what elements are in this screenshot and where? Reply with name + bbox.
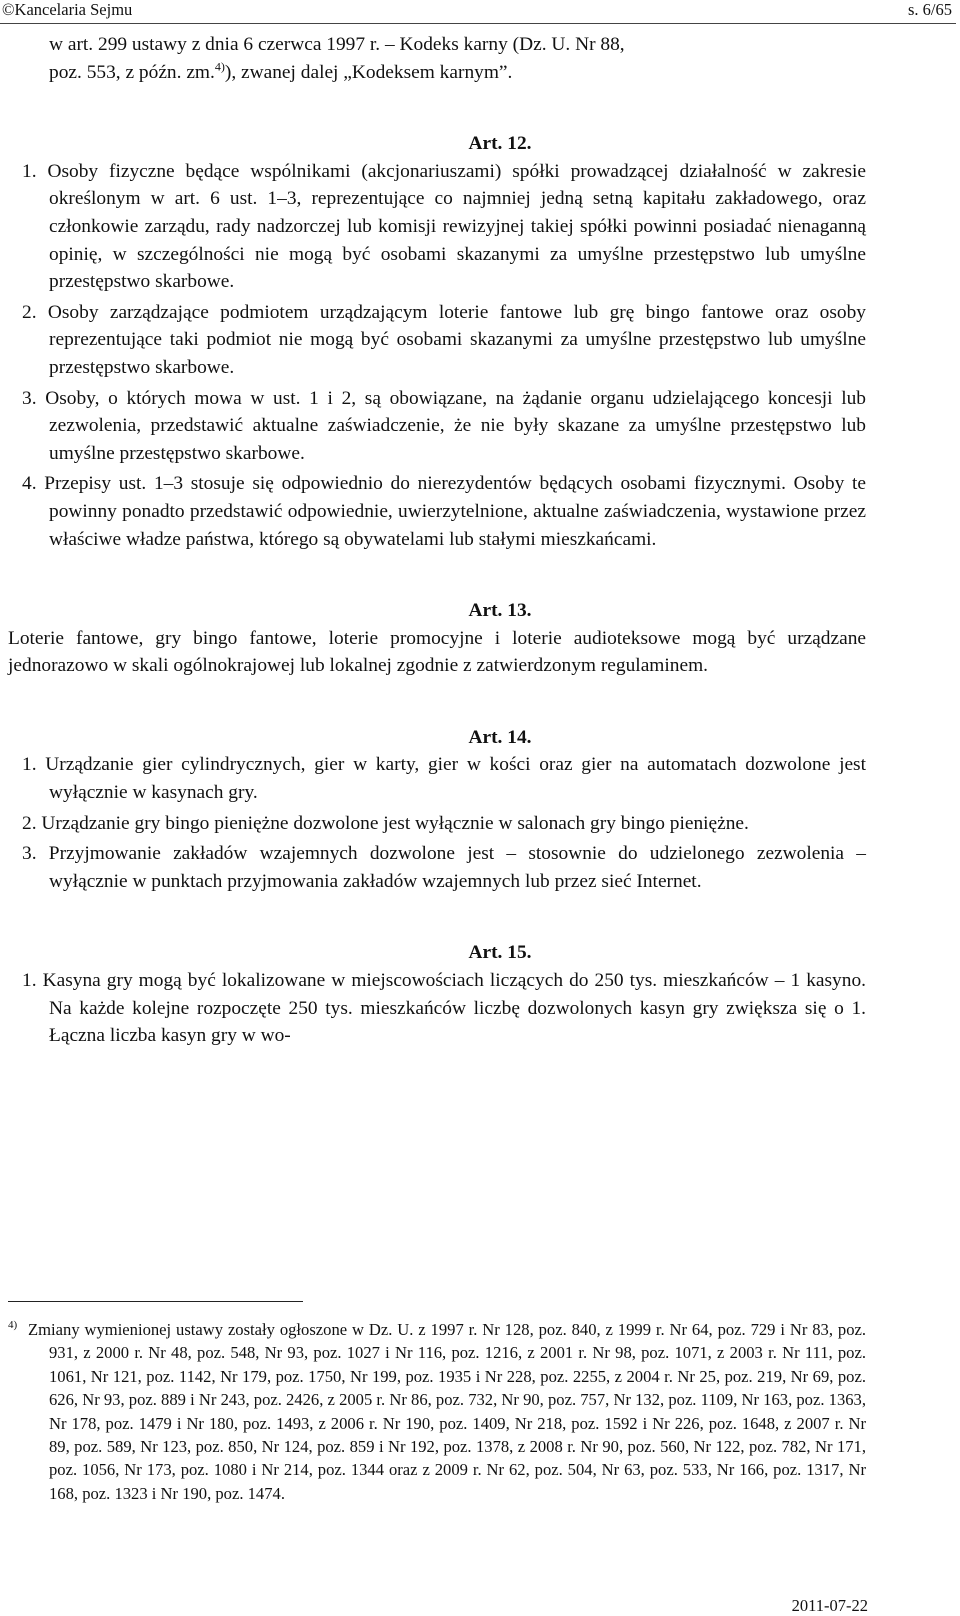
paragraph: 1. Urządzanie gier cylindrycznych, gier w karty, gier w kości oraz gier na automatach dozwolone jest wyłącznie w kasynach gry.	[22, 754, 866, 804]
footnote-text: Zmiany wymienionej ustawy zostały ogłoszone w Dz. U. z 1997 r. Nr 128, poz. 840, z 1999 r. Nr 64, poz. 729 i Nr 83, poz. 931, z 2000 r. Nr 48, poz. 548, Nr 93, poz. 1027 i Nr 116, poz. 1216, z 2001 r. Nr 98, poz. 1071, z 2003 r. Nr 111, poz. 1061, Nr 121, poz. 1142, Nr 179, poz. 1750, Nr 199, poz. 1935 i Nr 228, poz. 2255, z 2004 r. Nr 25, poz. 219, Nr 69, poz. 626, Nr 93, poz. 889 i Nr 243, poz. 2426, z 2005 r. Nr 86, poz. 732, Nr 90, poz. 757, Nr 132, poz. 1109, Nr 163, poz. 1363, Nr 178, poz. 1479 i Nr 180, poz. 1493, z 2006 r. Nr 190, poz. 1409, Nr 218, poz. 1592 i Nr 226, poz. 1648, z 2007 r. Nr 89, poz. 589, Nr 123, poz. 850, Nr 124, poz. 859 i Nr 192, poz. 1378, z 2008 r. Nr 90, poz. 560, Nr 122, poz. 782, Nr 171, poz. 1056, Nr 173, poz. 1080 i Nr 214, poz. 1344 oraz z 2009 r. Nr 62, poz. 504, Nr 63, poz. 533, Nr 166, poz. 1317, Nr 168, poz. 1323 i Nr 190, poz. 1474.	[28, 1320, 866, 1503]
paragraph: 3. Przyjmowanie zakładów wzajemnych dozwolone jest – stosownie do udzielonego zezwolenia – wyłącznie w punktach przyjmowania zakładów wzajemnych lub przez sieć Internet.	[22, 843, 866, 892]
paragraph: 1. Kasyna gry mogą być lokalizowane w miejscowościach liczących do 250 tys. mieszkańców – 1 kasyno. Na każde kolejne rozpoczęte 250 tys. mieszkańców liczbę dozwolonych kasyn gry zwiększa się o 1. Łączna liczba kasyn gry w wo-	[22, 970, 866, 1047]
page-header	[0, 0, 960, 22]
article-heading: Art. 12.	[468, 133, 532, 155]
page-number: s. 6/65	[907, 0, 952, 19]
footer-date: 2011-07-22	[791, 1596, 868, 1615]
footnote-separator	[8, 1301, 303, 1302]
article-heading: Art. 15.	[468, 942, 532, 964]
footnote	[0, 1318, 960, 1505]
continued-text-line: w art. 299 ustawy z dnia 6 czerwca 1997 r. – Kodeks karny (Dz. U. Nr 88,	[49, 34, 625, 55]
continued-text-line: poz. 553, z późn. zm.$^{4)}$), zwanej dalej „Kodeksem karnym”.	[49, 59, 513, 83]
paragraph: 2. Urządzanie gry bingo pieniężne dozwolone jest wyłącznie w salonach gry bingo pieniężne.	[22, 812, 749, 834]
footnote-reference: 4)	[214, 59, 225, 74]
paragraph: 1. Osoby fizyczne będące wspólnikami (akcjonariuszami) spółki prowadzącej działalność w zakresie określonym w art. 6 ust. 1–3, reprezentujące co najmniej jedną setną kapitału zakładowego, oraz członkowie zarządu, rady nadzorczej lub komisji rewizyjnej takiej spółki powinni posiadać nienaganną opinię, w szczególności nie mogą być osobami skazanymi za umyślne przestępstwo lub umyślne przestępstwo skarbowe.	[22, 160, 866, 293]
article-heading: Art. 13.	[468, 600, 532, 622]
header-source: ©Kancelaria Sejmu	[2, 0, 133, 19]
footnote-marker: 4)	[8, 1319, 18, 1331]
header-rule	[0, 23, 956, 24]
document-body	[0, 31, 960, 1050]
paragraph: 4. Przepisy ust. 1–3 stosuje się odpowiednio do nierezydentów będących osobami fizycznymi. Osoby te powinny ponadto przedstawić odpowiednie, uwierzytelnione, aktualne zaświadczenia, wystawione przez właściwe władze państwa, którego są obywatelami lub stałymi mieszkańcami.	[22, 473, 866, 550]
paragraph: Loterie fantowe, gry bingo fantowe, loterie promocyjne i loterie audioteksowe mogą być urządzane jednorazowo w skali ogólnokrajowej lub lokalnej zgodnie z zatwierdzonym regulaminem.	[8, 627, 866, 677]
paragraph: 3. Osoby, o których mowa w ust. 1 i 2, są obowiązane, na żądanie organu udzielającego koncesji lub zezwolenia, przedstawić aktualne zaświadczenie, że nie były skazane za umyślne przestępstwo lub umyślne przestępstwo skarbowe.	[22, 387, 866, 464]
paragraph: 2. Osoby zarządzające podmiotem urządzającym loterie fantowe lub grę bingo fantowe oraz osoby reprezentujące taki podmiot nie mogą być osobami skazanymi za umyślne przestępstwo lub umyślne przestępstwo skarbowe.	[22, 301, 866, 378]
article-heading: Art. 14.	[468, 726, 532, 748]
